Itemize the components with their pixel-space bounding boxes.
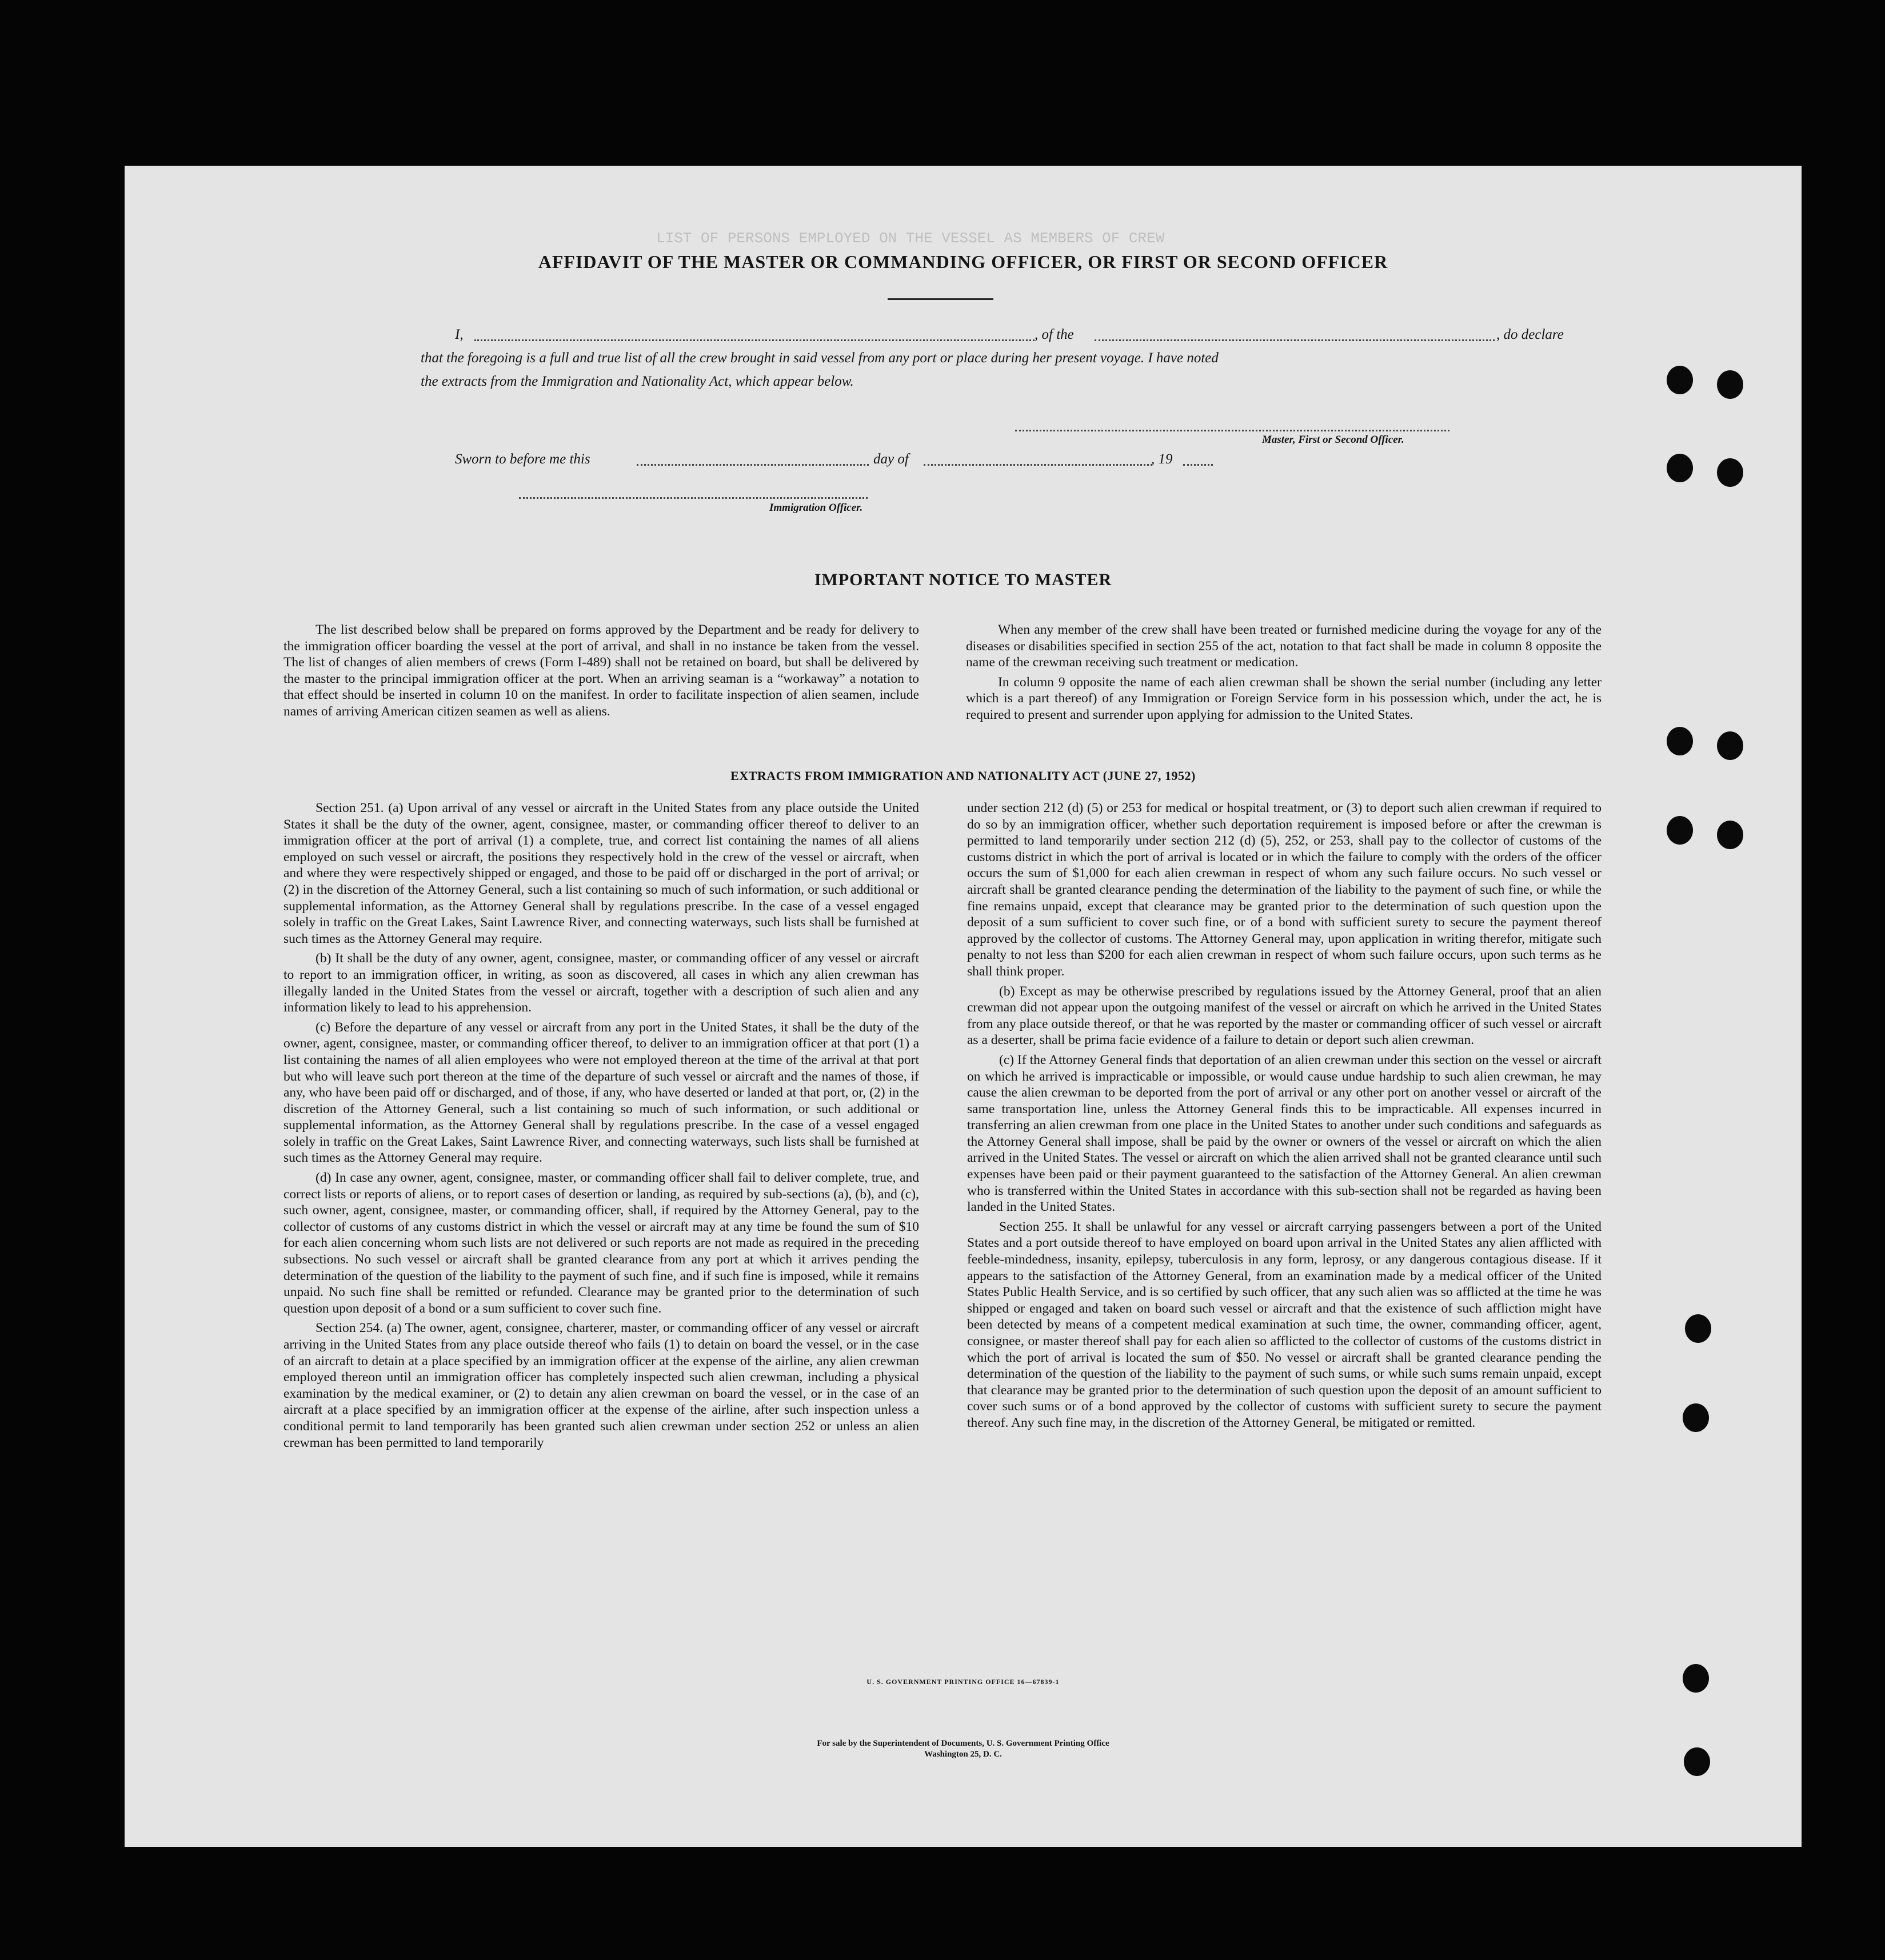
- punch-hole: [1717, 731, 1743, 760]
- punch-hole: [1684, 1747, 1710, 1776]
- notice-right-paragraph-1: When any member of the crew shall have been treated or furnished medicine during the voyage for any of the diseases or disabilities specified in section 255 of the act, notation to that fact shall be made in column 8 opposite the name of the crewman receiving such treatment or medication.: [966, 622, 1602, 670]
- punch-hole: [1717, 458, 1743, 487]
- sale-notice: [125, 1738, 1802, 1760]
- sale-line-1: For sale by the Superintendent of Documents, U. S. Government Printing Office: [817, 1739, 1109, 1748]
- section-255: Section 255. It shall be unlawful for any vessel or aircraft carrying passengers between a port of the United States and a port outside thereof to have employed on board upon arrival in the United States any alien afflicted with feeble-mindedness, insanity, epilepsy, tuberculosis in any form, leprosy, or any dangerous contagious disease. If it appears to the satisfaction of the Attorney General, from an examination made by a medical officer of the United States Public Health Service, and is so certified by such officer, that any such alien was so afflicted at the time he was shipped or engaged and taken on board such vessel or aircraft and that the existence of such affliction might have been detected by means of a competent medical examination at such time, the owner, commanding officer, agent, consignee, or master thereof shall pay for each alien so afflicted to the collector of customs of the customs district in which the port of arrival is located the sum of $50. No vessel or aircraft shall be granted clearance pending the determination of the question of the liability to the payment of such sums, or while such sums remain unpaid, except that clearance may be granted prior to the determination of such question upon the deposit of an amount sufficient to cover such sums or of a bond approved by the collector of customs with sufficient surety to secure the payment thereof. Any such fine may, in the discretion of the Attorney General, be mitigated or remitted.: [967, 1219, 1602, 1430]
- master-signature-field[interactable]: [1015, 430, 1449, 431]
- sale-line-2: Washington 25, D. C.: [924, 1750, 1002, 1759]
- year-field[interactable]: [1183, 464, 1213, 466]
- extracts-right-column: [967, 800, 1602, 1435]
- punch-hole: [1667, 366, 1693, 394]
- name-field[interactable]: [474, 339, 1035, 341]
- section-254-a: Section 254. (a) The owner, agent, consignee, charterer, master, or commanding officer of any vessel or aircraft arriving in the United States from any place outside thereof who fails (1) to detain on board the vessel, or in the case of an aircraft to detain at a place specified by an immigration officer at the expense of the airline, any alien crewman employed thereon until an immigration officer has completely inspected such alien crewman, including a physical examination by the medical examiner, or (2) to detain any alien crewman on board the vessel, or in the case of an aircraft at a place specified by an immigration officer at the expense of the airline, after such inspection unless a conditional permit to land temporarily has been granted such alien crewman under section 252 or unless an alien crewman has been permitted to land temporarily: [283, 1321, 919, 1450]
- master-signature-label: Master, First or Second Officer.: [1262, 434, 1404, 446]
- notice-right-column: [966, 622, 1602, 727]
- do-declare-label: , do declare: [1496, 327, 1564, 342]
- extracts-title: EXTRACTS FROM IMMIGRATION AND NATIONALITY ACT (JUNE 27, 1952): [730, 769, 1196, 783]
- punch-hole: [1717, 821, 1743, 849]
- punch-hole: [1667, 816, 1693, 845]
- section-251-d: (d) In case any owner, agent, consignee, master, or commanding officer shall fail to deliver complete, true, and correct lists or reports of aliens, or to report cases of desertion or landing, as required by sub-sections (a), (b), and (c), such owner, agent, consignee, master, or commanding officer, shall, if required by the Attorney General, pay to the collector of customs of any customs district in which the vessel or aircraft may at any time be found the sum of $10 for each alien concerning whom such lists are not delivered or such reports are not made as required in the preceding subsections. No such vessel or aircraft shall be granted clearance from any port at which it arrives pending the determination of the question of the liability to the payment of such fine, and if such fine is imposed, while it remains unpaid. No such fine shall be remitted or refunded. Clearance may be granted prior to the determination of such question upon deposit of a bond or a sum sufficient to cover such fine.: [283, 1170, 919, 1316]
- punch-hole: [1683, 1664, 1709, 1693]
- affidavit-i-label: I,: [455, 327, 464, 342]
- sworn-month-field[interactable]: [924, 464, 1152, 466]
- extracts-left-column: [283, 800, 919, 1454]
- section-254-a-continued: under section 212 (d) (5) or 253 for medical or hospital treatment, or (3) to deport such alien crewman if required to do so by an immigration officer, whether such deportation requirement is imposed before or after the crewman is permitted to land temporarily under section 212 (d) (5), 252, or 253, shall pay to the collector of customs of the customs district in which the port of arrival is located or in which the failure to comply with the orders of the officer occurs the sum of $1,000 for each alien crewman in respect of whom any such failure occurs. No such vessel or aircraft shall be granted clearance pending the determination of the liability to the payment of such fine, or while the fine remains unpaid, except that clearance may be granted prior to the determination of such question upon the deposit of a sum sufficient to cover such fine, or of a bond with sufficient surety to secure the payment thereof approved by the collector of customs. The Attorney General may, upon application in writing therefor, mitigate such penalty to not less than $200 for each alien crewman in respect of whom such failure occurs, upon such terms as he shall think proper.: [967, 801, 1602, 979]
- affidavit-line-2: that the foregoing is a full and true list of all the crew brought in said vessel from any port or place during her present voyage. I have noted: [421, 350, 1219, 366]
- year-label: , 19: [1151, 451, 1173, 467]
- notice-title: IMPORTANT NOTICE TO MASTER: [814, 570, 1112, 589]
- punch-hole: [1667, 454, 1693, 482]
- section-254-b: (b) Except as may be otherwise prescribed by regulations issued by the Attorney General, proof that an alien crewman did not appear upon the outgoing manifest of the vessel or aircraft on which he arrived in the United States from any place outside thereof, or that he was reported by the master or commanding officer of such vessel or aircraft as a deserter, shall be prima facie evidence of a failure to detain or deport such alien crewman.: [967, 983, 1602, 1048]
- punch-hole: [1667, 727, 1693, 755]
- affidavit-line-3: the extracts from the Immigration and Nationality Act, which appear below.: [421, 374, 854, 389]
- punch-hole: [1683, 1403, 1709, 1432]
- of-the-label: , of the: [1035, 327, 1074, 342]
- officer-signature-field[interactable]: [519, 497, 868, 499]
- notice-left-paragraph: The list described below shall be prepared on forms approved by the Department and be ready for delivery to the immigration officer boarding the vessel at the port of arrival, and shall in no instance be taken from the vessel. The list of changes of alien members of crews (Form I-489) shall not be retained on board, but shall be delivered by the master to the principal immigration officer at the port. When an arriving seaman is a “workaway” a notation to that effect should be inserted in column 10 on the manifest. In order to facilitate inspection of alien seamen, include names of arriving American citizen seamen as well as aliens.: [283, 622, 919, 719]
- punch-hole: [1717, 370, 1743, 399]
- section-254-c: (c) If the Attorney General finds that deportation of an alien crewman under this section on the vessel or aircraft on which he arrived is impracticable or impossible, or would cause undue hardship to such alien crewman, he may cause the alien crewman to be deported from the port of arrival or any other port on another vessel or aircraft of the same transportation line, unless the Attorney General finds this to be impracticable. All expenses incurred in transferring an alien crewman from one place in the United States to another under such conditions and safeguards as the Attorney General shall impose, shall be paid by the owner or owners of the vessel or aircraft on which the alien arrived in the United States. The vessel or aircraft on which the alien arrived shall not be granted clearance until such expenses have been paid or their payment guaranteed to the satisfaction of the Attorney General. An alien crewman who is transferred within the United States in accordance with this sub-section shall not be regarded as having been landed in the United States.: [967, 1052, 1602, 1215]
- printing-office-line: U. S. GOVERNMENT PRINTING OFFICE 16—67839-1: [866, 1678, 1060, 1686]
- sworn-label: Sworn to before me this: [455, 451, 590, 467]
- sworn-day-field[interactable]: [637, 464, 869, 466]
- section-251-b: (b) It shall be the duty of any owner, agent, consignee, master, or commanding officer of any vessel or aircraft to report to an immigration officer, in writing, as soon as discovered, all cases in which any alien crewman has illegally landed in the United States from the vessel or aircraft, together with a description of such alien and any information likely to lead to his apprehension.: [283, 951, 919, 1015]
- vessel-field[interactable]: [1095, 339, 1495, 341]
- bleed-through-text: LIST OF PERSONS EMPLOYED ON THE VESSEL AS MEMBERS OF CREW: [656, 230, 1165, 247]
- section-251-a: Section 251. (a) Upon arrival of any vessel or aircraft in the United States from any place outside the United States it shall be the duty of the owner, agent, consignee, master, or commanding officer thereof to deliver to an immigration officer at the port of arrival (1) a complete, true, and correct list containing the names of all aliens employed on such vessel or aircraft, the positions they respectively hold in the crew of the vessel or aircraft, when and where they were respectively shipped or engaged, and those to be paid off or discharged in the port of arrival; or (2) in the discretion of the Attorney General, such a list containing so much of such information, or such additional or supplemental information, as the Attorney General shall by regulations prescribe. In the case of a vessel engaged solely in traffic on the Great Lakes, Saint Lawrence River, and connecting waterways, such lists shall be furnished at such times as the Attorney General may require.: [283, 801, 919, 946]
- notice-right-paragraph-2: In column 9 opposite the name of each alien crewman shall be shown the serial number (including any letter which is a part thereof) of any Immigration or Foreign Service form in his possession which, under the act, he is required to present and surrender upon applying for admission to the United States.: [966, 674, 1602, 722]
- punch-hole: [1685, 1314, 1711, 1343]
- notice-left-column: [283, 622, 919, 723]
- title-underline: [888, 298, 993, 300]
- affidavit-title: AFFIDAVIT OF THE MASTER OR COMMANDING OFFICER, OR FIRST OR SECOND OFFICER: [538, 251, 1388, 272]
- officer-signature-label: Immigration Officer.: [769, 502, 863, 514]
- section-251-c: (c) Before the departure of any vessel or aircraft from any port in the United States, it shall be the duty of the owner, agent, consignee, master, or commanding officer thereof, to deliver to an immigration officer at that port (1) a list containing the names of all alien employees who were not employed thereon at the time of the arrival at that port but who will leave such port thereon at the time of the departure of such vessel or aircraft and the names of those, if any, who have been paid off or discharged, and of those, if any, who have deserted or landed at that port, or, (2) in the discretion of the Attorney General, such a list containing so much of such information, or such additional or supplemental information, as the Attorney General shall by regulations prescribe. In the case of a vessel engaged solely in traffic on the Great Lakes, Saint Lawrence River, and connecting waterways, such lists shall be furnished at such times as the Attorney General may require.: [283, 1019, 919, 1166]
- day-of-label: day of: [873, 451, 909, 467]
- document-page: [125, 166, 1802, 1847]
